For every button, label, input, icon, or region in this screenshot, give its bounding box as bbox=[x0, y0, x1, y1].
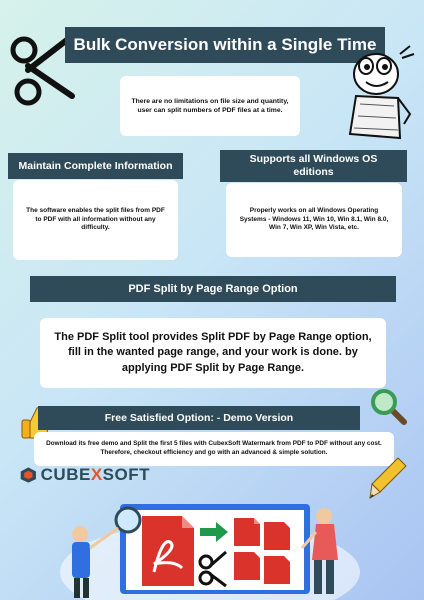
split-pdf-illustration bbox=[50, 482, 370, 600]
brand-name-part1: CUBE bbox=[40, 465, 91, 484]
header-title: Bulk Conversion within a Single Time bbox=[65, 27, 385, 63]
feature-left-title: Maintain Complete Information bbox=[8, 153, 183, 179]
feature-right-title: Supports all Windows OS editions bbox=[220, 150, 407, 182]
range-title: PDF Split by Page Range Option bbox=[30, 276, 396, 302]
header-description: There are no limitations on file size and quantity, user can split numbers of PDF files at a time. bbox=[120, 76, 300, 136]
demo-description: Download its free demo and Split the first 5 files with CubexSoft Watermark from PDF to PDF without any cost. Therefore, checkout efficiency and go with an advanced & simple solution. bbox=[34, 432, 394, 466]
range-description: The PDF Split tool provides Split PDF by Page Range option, fill in the wanted page range, and your work is done. by applying PDF Split by Page Range. bbox=[40, 318, 386, 388]
mascot-illustration bbox=[340, 44, 418, 144]
feature-right-description: Properly works on all Windows Operating Systems - Windows 11, Win 10, Win 8.1, Win 8.0, Win 7, Win XP, Win Vista, etc. bbox=[226, 183, 402, 257]
feature-left-description: The software enables the split files from PDF to PDF with all information without any difficulty. bbox=[13, 180, 178, 260]
pencil-icon bbox=[368, 456, 408, 500]
brand-name-x: X bbox=[90, 465, 103, 484]
demo-title: Free Satisfied Option: - Demo Version bbox=[38, 406, 360, 430]
magnifier-icon bbox=[368, 386, 408, 426]
cube-logo-icon bbox=[20, 463, 37, 487]
brand-name-part2: SOFT bbox=[102, 465, 150, 484]
